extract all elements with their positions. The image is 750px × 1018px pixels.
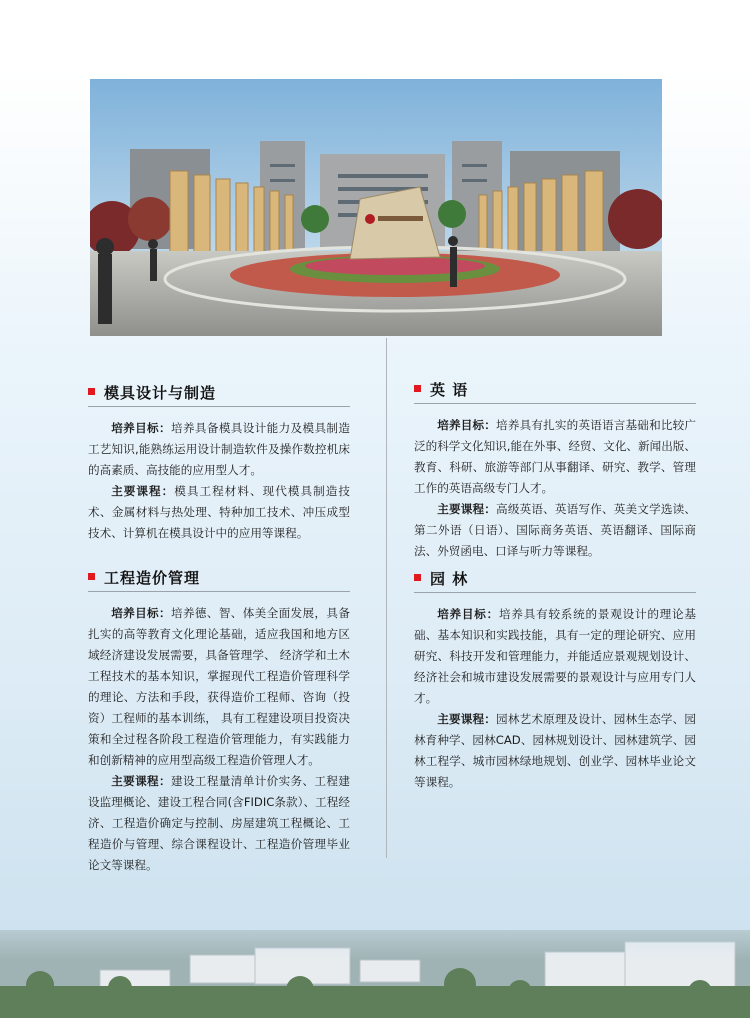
course-text: 建设工程量清单计价实务、工程建设监理概论、建设工程合同(含FIDIC条款）、工程经济、工程造价确定与控制、房屋建筑工程概论、工程造价与管理、综合课程设计、工程造价管理毕业论文等课程。: [88, 774, 350, 872]
goal-label: 培养目标：: [437, 607, 499, 621]
section-header: [88, 382, 350, 404]
goal-text: 培养具有扎实的英语语言基础和比较广泛的科学文化知识,能在外事、经贸、文化、新闻出版、教育、科研、旅游等部门从事翻译、研究、教学、管理工作的英语高级专门人才。: [414, 418, 696, 495]
campus-gate-image: [90, 79, 662, 336]
section-english: [414, 379, 696, 562]
red-square-bullet-icon: [88, 388, 95, 395]
column-divider: [386, 338, 387, 858]
section-header: [414, 568, 696, 590]
header-rule: [414, 592, 696, 593]
goal-paragraph: [414, 604, 696, 709]
section-header: [414, 379, 696, 401]
section-header: [88, 567, 350, 589]
section-title: 模具设计与制造: [104, 384, 217, 402]
section-body: [88, 603, 350, 876]
section-title: 园 林: [430, 570, 469, 588]
goal-paragraph: [414, 415, 696, 499]
goal-label: 培养目标：: [437, 418, 497, 432]
section-body: [88, 418, 350, 544]
section-title: 工程造价管理: [104, 569, 201, 587]
course-text: 园林艺术原理及设计、园林生态学、园林育种学、园林CAD、园林规划设计、园林建筑学、园林工程学、城市园林绿地规划、创业学、园林毕业论文等课程。: [414, 712, 696, 789]
course-label: 主要课程：: [437, 712, 497, 726]
course-text: 模具工程材料、现代模具制造技术、金属材料与热处理、特种加工技术、冲压成型技术、计算机在模具设计中的应用等课程。: [88, 484, 350, 540]
course-paragraph: [414, 499, 696, 562]
course-paragraph: [414, 709, 696, 793]
header-rule: [88, 591, 350, 592]
section-body: [414, 604, 696, 793]
section-title: 英 语: [430, 381, 469, 399]
red-square-bullet-icon: [414, 574, 421, 581]
header-rule: [414, 403, 696, 404]
header-rule: [88, 406, 350, 407]
goal-text: 培养德、智、体美全面发展，具备扎实的高等教育文化理论基础，适应我国和地方区域经济建设发展需要，具备管理学、 经济学和土木工程技术的基本知识，掌握现代工程造价管理科学的理论、方法和手段，获得造价工程师、咨询（投资）工程师的基本训练， 具有工程建设项目投资决策和全过程各阶段工程造价管理能力，有实践能力和创新精神的应用型高级工程造价管理人才。: [88, 606, 350, 767]
section-body: [414, 415, 696, 562]
red-square-bullet-icon: [88, 573, 95, 580]
course-label: 主要课程：: [111, 484, 175, 498]
section-garden: [414, 568, 696, 793]
goal-text: 培养具备模具设计能力及模具制造工艺知识,能熟练运用设计制造软件及操作数控机床的高素质、高技能的应用型人才。: [88, 421, 350, 477]
goal-paragraph: [88, 418, 350, 481]
goal-paragraph: [88, 603, 350, 771]
goal-label: 培养目标：: [111, 421, 171, 435]
course-paragraph: [88, 771, 350, 876]
course-paragraph: [88, 481, 350, 544]
goal-label: 培养目标：: [111, 606, 171, 620]
campus-panorama-illustration: [0, 900, 750, 1018]
section-mold: [88, 382, 350, 544]
campus-gate-illustration: [90, 79, 662, 336]
section-cost: [88, 567, 350, 876]
red-square-bullet-icon: [414, 385, 421, 392]
course-label: 主要课程：: [437, 502, 497, 516]
campus-panorama-image: [0, 900, 750, 1018]
course-label: 主要课程：: [111, 774, 171, 788]
goal-text: 培养具有较系统的景观设计的理论基础、基本知识和实践技能，具有一定的理论研究、应用研究、科技开发和管理能力，并能适应景观规划设计、经济社会和城市建设发展需要的景观设计与应用专门人才。: [414, 607, 696, 705]
course-text: 高级英语、英语写作、英美文学选读、第二外语（日语）、国际商务英语、英语翻译、国际商法、外贸函电、口译与听力等课程。: [414, 502, 696, 558]
